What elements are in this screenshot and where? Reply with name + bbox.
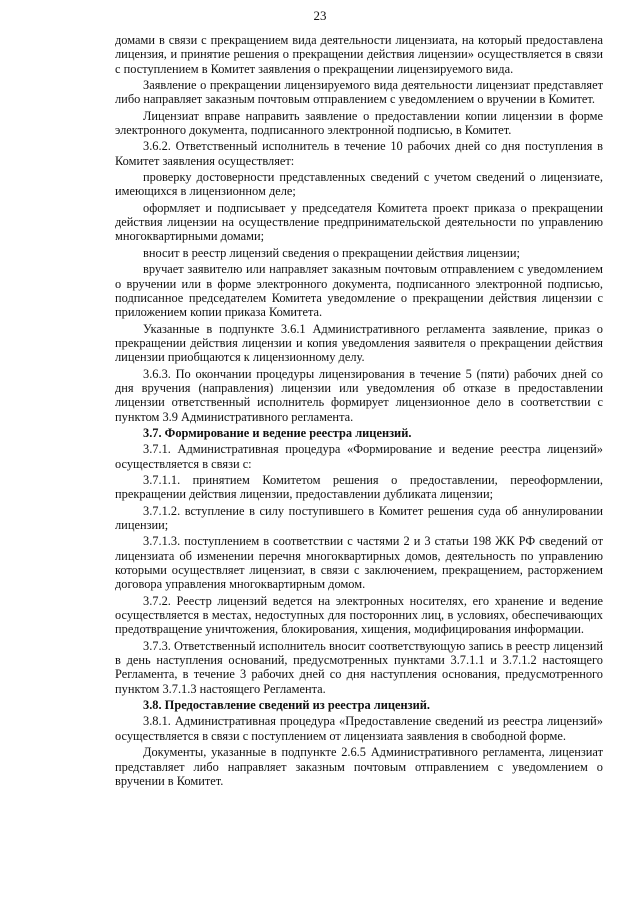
paragraph: 3.7.3. Ответственный исполнитель вносит соответствующую запись в реестр лицензий в день наступления оснований, предусмотренных пунктами 3.7.1.1 и 3.7.1.2 настоящего Регламента, в течение 3 рабочих дней со дня наступления основания, предусмотренного пунктом 3.7.1.3 настоящего Регламента. bbox=[115, 638, 603, 696]
paragraph: вручает заявителю или направляет заказным почтовым отправлением с уведомлением о вручении или в форме электронного документа, подписанного электронной подписью, подписанное председателем Комитета уведомление о прекращении действия лицензии с приложением копии приказа Комитета. bbox=[115, 262, 603, 320]
paragraph: Лицензиат вправе направить заявление о предоставлении копии лицензии в форме электронного документа, подписанного электронной подписью, в Комитет. bbox=[115, 108, 603, 138]
section-heading: 3.8. Предоставление сведений из реестра лицензий. bbox=[143, 698, 431, 713]
paragraph: 3.7.1.2. вступление в силу поступившего в Комитет решения суда об аннулировании лицензии; bbox=[115, 503, 603, 532]
page-number: 23 bbox=[313, 8, 327, 23]
paragraph: оформляет и подписывает у председателя Комитета проект приказа о прекращении действия лицензии на осуществление предпринимательской деятельности по управлению многоквартирными домами; bbox=[115, 200, 603, 244]
paragraph: проверку достоверности представленных сведений с учетом сведений о лицензиате, имеющихся в лицензионном деле; bbox=[115, 170, 603, 199]
paragraph: Указанные в подпункте 3.6.1 Административного регламента заявление, приказ о прекращении действия лицензии и копия уведомления заявителя о прекращении действия лицензии приобщаются к лицензионному делу. bbox=[115, 321, 603, 365]
paragraph: 3.7.1. Административная процедура «Формирование и ведение реестра лицензий» осуществляется в связи с: bbox=[115, 442, 603, 471]
paragraph: 3.7.1.1. принятием Комитетом решения о предоставлении, переоформлении, прекращении действия лицензии, предоставлении дубликата лицензии; bbox=[115, 472, 603, 502]
paragraph: 3.6.2. Ответственный исполнитель в течение 10 рабочих дней со дня поступления в Комитет заявления осуществляет: bbox=[115, 139, 603, 168]
paragraph: 3.6.3. По окончании процедуры лицензирования в течение 5 (пяти) рабочих дней со дня вручения (направления) лицензии или уведомления об отказе в предоставлении лицензии ответственный исполнитель формирует лицензионное дело в соответствии с пунктом 3.9 Административного регламента. bbox=[115, 366, 603, 424]
paragraph: вносит в реестр лицензий сведения о прекращении действия лицензии; bbox=[143, 245, 520, 260]
paragraph: 3.7.1.3. поступлением в соответствии с частями 2 и 3 статьи 198 ЖК РФ сведений от лицензиата об изменении перечня многоквартирных домов, деятельность по управлению которыми осуществляет лицензиат, в связи с заключением, прекращением, расторжением договора управления многоквартирным домом. bbox=[115, 534, 603, 592]
paragraph-continuation: домами в связи с прекращением вида деятельности лицензиата, на который предоставлена лицензия, и принятие решения о прекращении действия лицензии» осуществляется в связи с поступлением в Комитет заявления о прекращении лицензируемого вида. bbox=[115, 33, 603, 76]
paragraph: Документы, указанные в подпункте 2.6.5 Административного регламента, лицензиат представляет либо направляет заказным почтовым отправлением с уведомлением о вручении в Комитет. bbox=[115, 745, 603, 788]
paragraph: 3.7.2. Реестр лицензий ведется на электронных носителях, его хранение и ведение осуществляется в местах, недоступных для посторонних лиц, в условиях, обеспечивающих предотвращение уничтожения, блокирования, хищения, модифицирования информации. bbox=[115, 593, 603, 637]
paragraph: 3.8.1. Административная процедура «Предоставление сведений из реестра лицензий» осуществляется в связи с поступлением от лицензиата заявления в свободной форме. bbox=[115, 714, 603, 743]
section-heading: 3.7. Формирование и ведение реестра лицензий. bbox=[143, 425, 412, 440]
paragraph: Заявление о прекращении лицензируемого вида деятельности лицензиат представляет либо направляет заказным почтовым отправлением с уведомлением о вручении в Комитет. bbox=[115, 78, 603, 107]
document-body bbox=[115, 33, 603, 790]
